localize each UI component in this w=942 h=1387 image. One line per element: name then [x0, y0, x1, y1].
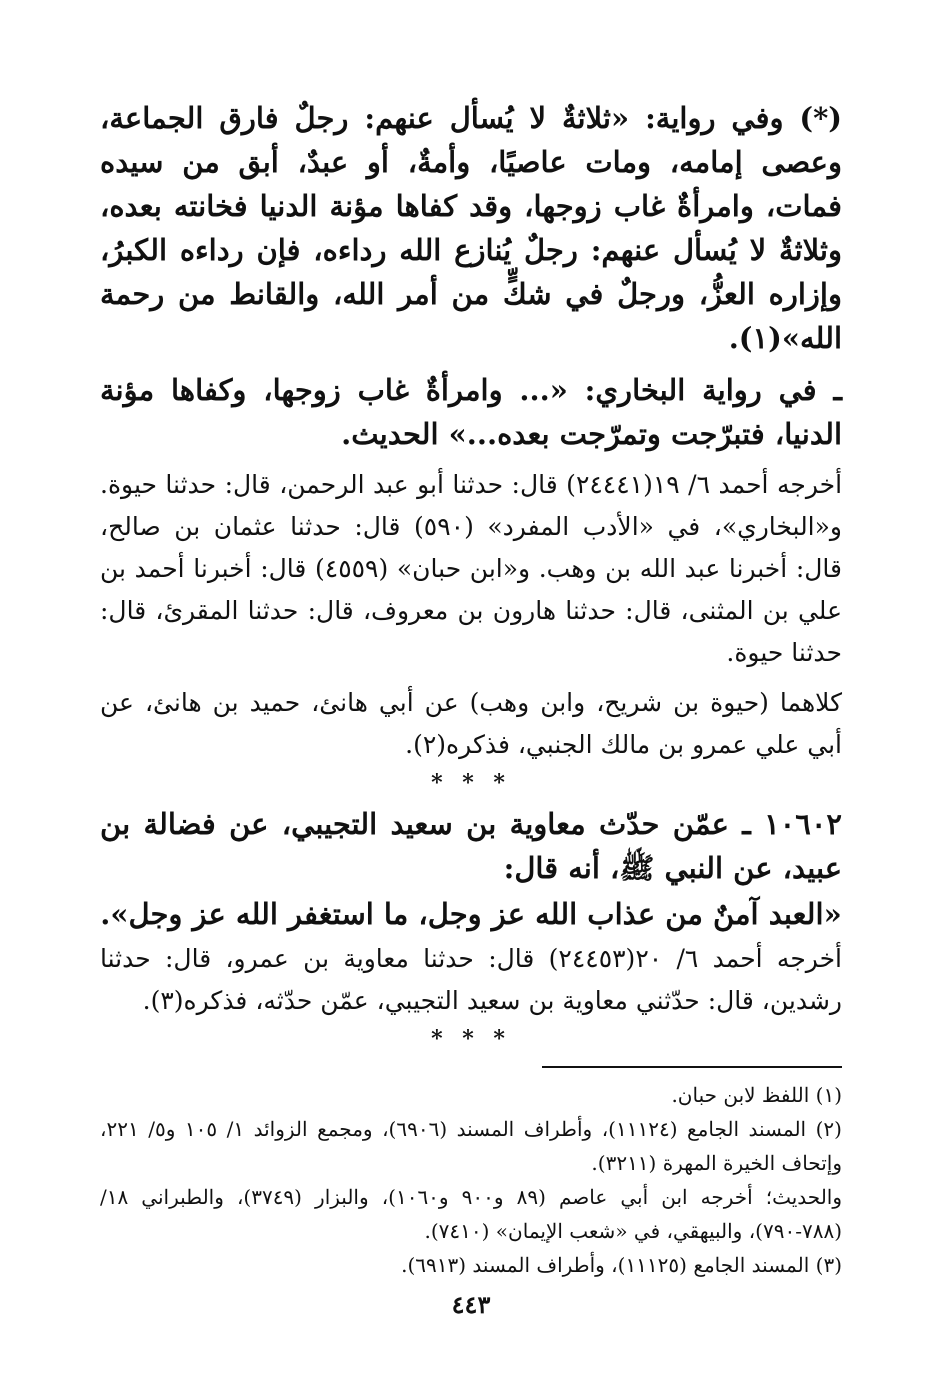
page-number: ٤٤٣ [451, 1290, 491, 1319]
hadith-variant-paragraph: (*) وفي رواية: «ثلاثةٌ لا يُسأل عنهم: رجلٌ فارق الجماعة، وعصى إمامه، ومات عاصيًا، وأمةٌ، أو عبدٌ، أبق من سيده فمات، وامرأةٌ غاب زوجها، وقد كفاها مؤنة الدنيا فخانته بعده، وثلاثةٌ لا يُسأل عنهم: رجلٌ يُنازع الله رداءه، فإن رداءه الكبرُ، وإزاره العزُّ، ورجلٌ في شكٍّ من أمر الله، والقانط من رحمة الله»(١). [100, 101, 842, 355]
section-separator-2: * * * [431, 1026, 511, 1052]
hadith-heading-paragraph: ١٠٦٠٢ ـ عمّن حدّث معاوية بن سعيد التجيبي، عن فضالة بن عبيد، عن النبي ﷺ، أنه قال: [100, 807, 842, 885]
bukhari-variant-paragraph: ـ في رواية البخاري: «... وامرأةٌ غاب زوجها، وكفاها مؤنة الدنيا، فتبرّجت وتمرّجت بعده...» الحديث. [100, 373, 842, 451]
takhrij-paragraph: أخرجه أحمد ٦/ ١٩(٢٤٤٤١) قال: حدثنا أبو عبد الرحمن، قال: حدثنا حيوة. و«البخاري»، في «الأدب المفرد» (٥٩٠) قال: حدثنا عثمان بن صالح، قال: أخبرنا عبد الله بن وهب. و«ابن حبان» (٤٥٥٩) قال: أخبرنا أحمد بن علي بن المثنى، قال: حدثنا هارون بن معروف، قال: حدثنا المقرئ، قال: حدثنا حيوة. [100, 470, 843, 667]
isnad-paragraph: كلاهما (حيوة بن شريح، وابن وهب) عن أبي هانئ، حميد بن هانئ، عن أبي علي عمرو بن مالك الجنبي، فذكره(٢). [100, 688, 842, 759]
footnote-3: (٣) المسند الجامع (١١١٢٥)، وأطراف المسند (٦٩١٣). [401, 1253, 842, 1277]
footnote-2-continued: والحديث؛ أخرجه ابن أبي عاصم (٨٩ و٩٠٠ و١٠٦٠)، والبزار (٣٧٤٩)، والطبراني ١٨/ (٧٨٨-٧٩٠)، والبيهقي، في «شعب الإيمان» (٧٤١٠). [100, 1185, 843, 1243]
hadith-text: «العبد آمنٌ من عذاب الله عز وجل، ما استغفر الله عز وجل». [100, 897, 842, 931]
footnote-1: (١) اللفظ لابن حبان. [671, 1083, 842, 1107]
takhrij-paragraph-2: أخرجه أحمد ٦/ ٢٠(٢٤٤٥٣) قال: حدثنا معاوية بن عمرو، قال: حدثنا رشدين، قال: حدّثني معاوية بن سعيد التجيبي، عمّن حدّثه، فذكره(٣). [100, 944, 842, 1015]
footnote-divider [542, 1066, 842, 1068]
section-separator: * * * [431, 770, 511, 796]
footnote-2: (٢) المسند الجامع (١١١٢٤)، وأطراف المسند (٦٩٠٦)، ومجمع الزوائد ١/ ١٠٥ و٥/ ٢٢١، وإتحاف الخيرة المهرة (٣٢١١). [100, 1117, 842, 1175]
